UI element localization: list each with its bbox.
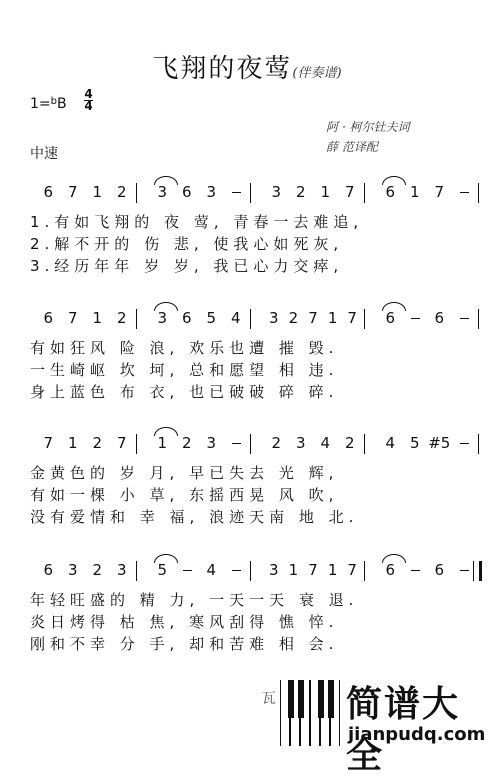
note: 1: [409, 183, 420, 201]
note: 6: [434, 561, 445, 579]
lyric-line: 身上蓝色 布 衣, 也已破破 碎 碎.: [30, 383, 339, 401]
barline: [136, 309, 137, 329]
note: 6: [385, 309, 396, 327]
note-row: [22, 309, 478, 333]
note: 6: [43, 561, 54, 579]
sustain-dash: [411, 318, 420, 319]
lyric-line: 没有爱情和 幸 福, 浪迹天南 地 北.: [30, 508, 359, 526]
site-watermark: [262, 672, 494, 776]
tempo-marking: 中速: [30, 146, 58, 162]
note: 2: [92, 561, 103, 579]
note-row: [22, 183, 478, 207]
note: 7: [67, 309, 78, 327]
note-row: [22, 434, 478, 458]
sustain-dash: [232, 570, 241, 571]
slur-arc: [154, 302, 178, 311]
sustain-dash: [460, 318, 469, 319]
sustain-dash: [460, 443, 469, 444]
note: 7: [434, 183, 445, 201]
lyric-line: 刚和不幸 分 手, 却和苦难 相 会.: [30, 635, 339, 653]
lyric-line: 金黄色的 岁 月, 早已失去 光 辉,: [30, 464, 339, 482]
slur-arc: [382, 176, 406, 185]
note: 1: [157, 434, 168, 452]
note: 4: [320, 434, 331, 452]
note: 2: [344, 434, 355, 452]
barline: [478, 434, 479, 454]
barline: [478, 309, 479, 329]
lyric-line: 炎日烤得 枯 焦, 寒风刮得 憔 悴.: [30, 613, 339, 631]
note: 6: [434, 309, 445, 327]
barline: [250, 434, 251, 454]
note: 1: [92, 183, 103, 201]
note: 3: [206, 183, 217, 201]
note: 7: [344, 183, 355, 201]
sustain-dash: [232, 192, 241, 193]
barline: [250, 561, 251, 581]
note: 7: [116, 434, 127, 452]
note: 3: [295, 434, 306, 452]
song-subtitle: (伴奏谱): [292, 66, 342, 81]
note: 7: [308, 561, 318, 579]
note: #5: [428, 434, 451, 452]
barline: [364, 561, 365, 581]
note: 6: [181, 309, 192, 327]
note: 5: [409, 434, 420, 452]
note: 2: [271, 434, 282, 452]
slur-arc: [382, 302, 406, 311]
note: 2: [116, 309, 127, 327]
slur-arc: [382, 554, 406, 563]
note: 7: [67, 183, 78, 201]
note: 3: [271, 183, 282, 201]
barline: [364, 183, 365, 203]
note: 4: [230, 309, 241, 327]
note: 4: [206, 561, 217, 579]
watermark-title: 简谱大全: [346, 684, 461, 776]
note: 6: [181, 183, 192, 201]
lyric-line: 有如狂风 险 浪, 欢乐也遭 摧 毁.: [30, 339, 339, 357]
note: 3: [206, 434, 217, 452]
note: 2: [288, 309, 299, 327]
note: 1: [327, 561, 338, 579]
key-signature: 1=$^b$B: [30, 96, 67, 112]
barline: [250, 183, 251, 203]
note: 2: [116, 183, 127, 201]
barline: [478, 183, 479, 203]
final-barline: [473, 561, 482, 581]
note: 1: [327, 309, 338, 327]
lyric-line: 一生崎岖 坎 坷, 总和愿望 相 违.: [30, 361, 339, 379]
note: 6: [385, 561, 396, 579]
note: 7: [347, 309, 357, 327]
slur-arc: [154, 554, 178, 563]
note: 3: [269, 561, 279, 579]
note-row: [22, 561, 478, 585]
note: 5: [206, 309, 217, 327]
barline: [136, 561, 137, 581]
lyric-line: 1.有如飞翔的 夜 莺, 青春一去难追,: [30, 213, 364, 231]
note: 2: [92, 434, 103, 452]
barline: [136, 183, 137, 203]
note: 6: [385, 183, 396, 201]
note: 1: [288, 561, 299, 579]
note: 5: [157, 561, 168, 579]
credits: [326, 117, 409, 157]
sustain-dash: [232, 443, 241, 444]
watermark-url: jianpudq.com: [348, 724, 486, 745]
note: 6: [43, 183, 54, 201]
lyric-line: 3.经历年年 岁 岁, 我已心力交瘁,: [30, 257, 344, 275]
sustain-dash: [183, 570, 192, 571]
note: 4: [385, 434, 396, 452]
lyric-line: 2.解不开的 伤 悲, 使我心如死灰,: [30, 235, 344, 253]
note: 1: [92, 309, 103, 327]
piano-keys-icon: [280, 680, 340, 746]
slur-arc: [154, 427, 178, 436]
lyric-line: 有如一棵 小 草, 东摇西晃 风 吹,: [30, 486, 339, 504]
note: 2: [295, 183, 306, 201]
note: 3: [157, 183, 168, 201]
watermark-side-char: 瓦: [262, 691, 276, 707]
slur-arc: [154, 176, 178, 185]
note: 7: [347, 561, 357, 579]
sustain-dash: [460, 570, 469, 571]
barline: [364, 309, 365, 329]
note: 1: [67, 434, 78, 452]
song-title: 飞翔的夜莺(伴奏谱): [152, 54, 342, 84]
barline: [364, 434, 365, 454]
time-signature: 4 4: [84, 87, 93, 113]
sustain-dash: [411, 570, 420, 571]
note: 3: [67, 561, 78, 579]
barline: [136, 434, 137, 454]
note: 7: [308, 309, 318, 327]
note: 2: [181, 434, 192, 452]
note: 3: [157, 309, 168, 327]
note: 7: [43, 434, 54, 452]
arranger-credit: 薛 范译配: [326, 140, 378, 154]
barline: [250, 309, 251, 329]
lyric-line: 年轻旺盛的 精 力, 一天一天 衰 退.: [30, 591, 359, 609]
sustain-dash: [460, 192, 469, 193]
note: 1: [320, 183, 331, 201]
lyricist-credit: 阿 · 柯尔钍夫词: [326, 120, 410, 134]
note: 3: [116, 561, 127, 579]
note: 3: [269, 309, 279, 327]
note: 6: [43, 309, 54, 327]
